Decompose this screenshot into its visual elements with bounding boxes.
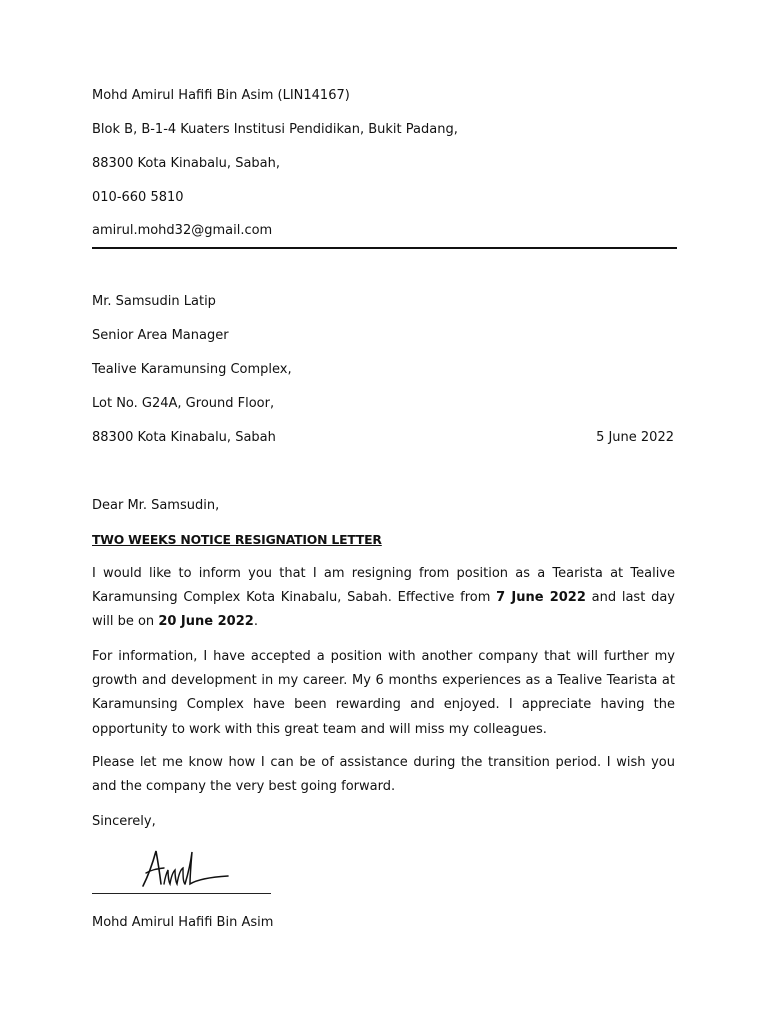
sender-address-line-1: Blok B, B-1-4 Kuaters Institusi Pendidikan, Bukit Padang, [92,122,458,137]
signature-name: Mohd Amirul Hafifi Bin Asim [92,915,274,930]
sender-phone: 010-660 5810 [92,190,184,205]
recipient-title: Senior Area Manager [92,328,229,343]
p1-text-a: I would like to inform you that I am resigning from position as a Tearista at Tealive Karamunsing Complex Kota Kinabalu, Sabah. Effective from [92,566,675,606]
subject-heading: TWO WEEKS NOTICE RESIGNATION LETTER [92,532,382,547]
recipient-address-line-2: 88300 Kota Kinabalu, Sabah [92,430,276,445]
header-divider [92,247,677,249]
handwritten-signature [138,846,234,892]
last-day-date: 20 June 2022 [158,614,254,630]
recipient-company: Tealive Karamunsing Complex, [92,362,292,377]
letter-date: 5 June 2022 [596,430,674,445]
body-paragraph-2: For information, I have accepted a position with another company that will further my growth and development in my career. My 6 months experiences as a Tealive Tearista at Karamunsing Complex have been rewarding and enjoyed. I appreciate having the opportunity to work with this great team and will miss my colleagues. [92,649,675,737]
body-paragraph-1 [92,562,675,635]
signature-line [92,893,271,894]
sender-email: amirul.mohd32@gmail.com [92,223,273,238]
effective-date: 7 June 2022 [496,590,586,606]
recipient-address-line-1: Lot No. G24A, Ground Floor, [92,396,275,411]
p1-text-c: . [253,614,258,630]
recipient-name: Mr. Samsudin Latip [92,294,216,309]
sender-name: Mohd Amirul Hafifi Bin Asim (LIN14167) [92,88,350,103]
p1-text-b: and last day will be on [92,590,675,630]
salutation: Dear Mr. Samsudin, [92,498,220,513]
sender-address-line-2: 88300 Kota Kinabalu, Sabah, [92,156,280,171]
closing: Sincerely, [92,814,156,829]
body-paragraph-3: Please let me know how I can be of assistance during the transition period. I wish you and the company the very best going forward. [92,755,675,795]
